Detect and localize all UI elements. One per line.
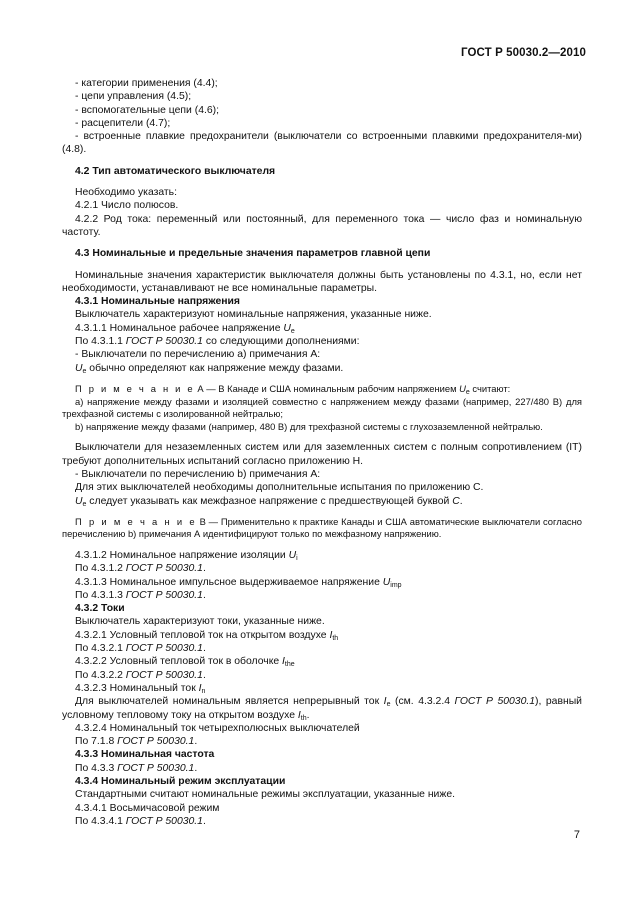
paragraph: $U_e$ обычно определяют как напряжение между фазами.: [75, 362, 344, 375]
paragraph: По 4.3.1.3 ГОСТ Р 50030.1.: [75, 589, 206, 601]
paragraph: 4.3.1.1 Номинальное рабочее напряжение $U_e$: [75, 322, 295, 335]
paragraph: 4.2.2 Род тока: переменный или постоянный, для переменного тока — число фаз и номинальную частоту.: [62, 213, 582, 238]
paragraph: Для этих выключателей необходимы дополнительные испытания по приложению С.: [75, 482, 484, 494]
paragraph: 4.3.4.1 Восьмичасовой режим: [75, 802, 220, 814]
page-content: [62, 77, 582, 828]
list-item: - встроенные плавкие предохранители (выключатели со встроенными плавкими предохранителя-ми) (4.8).: [62, 131, 582, 156]
paragraph: Выключатель характеризуют токи, указанные ниже.: [75, 616, 325, 628]
paragraph: 4.3.2.1 Условный тепловой ток на открытом воздухе $I_{th}$: [75, 629, 339, 642]
section-heading-4-2: 4.2 Тип автоматического выключателя: [75, 165, 276, 177]
page-number: 7: [573, 829, 580, 841]
paragraph: По 4.3.2.2 ГОСТ Р 50030.1.: [75, 669, 206, 681]
subsection-heading: 4.3.4 Номинальный режим эксплуатации: [75, 776, 286, 788]
paragraph: По 4.3.3 ГОСТ Р 50030.1.: [75, 762, 198, 774]
list-item: - категории применения (4.4);: [75, 78, 218, 89]
paragraph: Стандартными считают номинальные режимы эксплуатации, указанные ниже.: [75, 789, 455, 801]
paragraph: - Выключатели по перечислению а) примечания А:: [75, 349, 321, 361]
paragraph: 4.3.2.4 Номинальный ток четырехполюсных выключателей: [75, 722, 360, 734]
paragraph: 4.3.2.2 Условный тепловой ток в оболочке $I_{the}$: [75, 656, 295, 669]
paragraph: По 7.1.8 ГОСТ Р 50030.1.: [75, 736, 198, 748]
subsection-heading: 4.3.3 Номинальная частота: [75, 749, 215, 761]
subsection-heading: 4.3.1 Номинальные напряжения: [75, 296, 240, 308]
paragraph: По 4.3.2.1 ГОСТ Р 50030.1.: [75, 643, 206, 655]
note-b: П р и м е ч а н и е В — Применительно к практике Канады и США автоматические выключатели согласно перечислению b) примечания А идентифицируют только по межфазному напряжению.: [62, 515, 582, 540]
paragraph: Выключатели для незаземленных систем или для заземленных систем с полным сопротивлением (IT) требуют дополнительных испытаний согласно приложению Н.: [62, 442, 582, 467]
paragraph: Номинальные значения характеристик выключателя должны быть установлены по 4.3.1, но, если нет необходимости, устанавливают не все номинальные параметры.: [62, 269, 582, 294]
paragraph: 4.3.2.3 Номинальный ток $I_n$: [75, 682, 206, 695]
section-heading-4-3: 4.3 Номинальные и предельные значения параметров главной цепи: [75, 248, 431, 260]
paragraph: 4.3.1.2 Номинальное напряжение изоляции $U_i$: [75, 549, 298, 562]
subsection-heading: 4.3.2 Токи: [75, 603, 125, 615]
paragraph: 4.3.1.3 Номинальное импульсное выдерживаемое напряжение $U_{imp}$: [75, 576, 402, 589]
paragraph: По 4.3.1.2 ГОСТ Р 50030.1.: [75, 563, 206, 575]
list-item: - расцепители (4.7);: [75, 117, 171, 129]
paragraph: Необходимо указать:: [75, 187, 177, 199]
paragraph: - Выключатели по перечислению b) примечания А:: [75, 468, 321, 480]
paragraph: 4.2.1 Число полюсов.: [75, 200, 179, 212]
note-a: П р и м е ч а н и е А — В Канаде и США номинальным рабочим напряжением $U_e$ считают: а) напряжение между фазами и изоляцией совместно с напряжением между фазами (например, 227/480 В) для трехфазной системы с изолированной нейтралью; b) напряжение между фазами (например, 480 В) для трехфазной системы с глухозаземленной нейтралью.: [62, 382, 582, 432]
paragraph: Выключатель характеризуют номинальные напряжения, указанные ниже.: [75, 309, 432, 321]
paragraph: $U_e$ следует указывать как межфазное напряжение с предшествующей буквой С.: [75, 495, 463, 508]
paragraph: По 4.3.4.1 ГОСТ Р 50030.1.: [75, 815, 206, 827]
document-code-header: ГОСТ Р 50030.2—2010: [461, 47, 586, 59]
paragraph: Для выключателей номинальным является непрерывный ток $I_e$ (см. 4.3.2.4 ГОСТ Р 50030.1), равный условному тепловому току на открытом воздухе $I_{th}$.: [62, 696, 582, 722]
list-item: - цепи управления (4.5);: [75, 91, 192, 103]
paragraph: По 4.3.1.1 ГОСТ Р 50030.1 со следующими дополнениями:: [75, 336, 360, 348]
list-item: - вспомогательные цепи (4.6);: [75, 104, 219, 116]
